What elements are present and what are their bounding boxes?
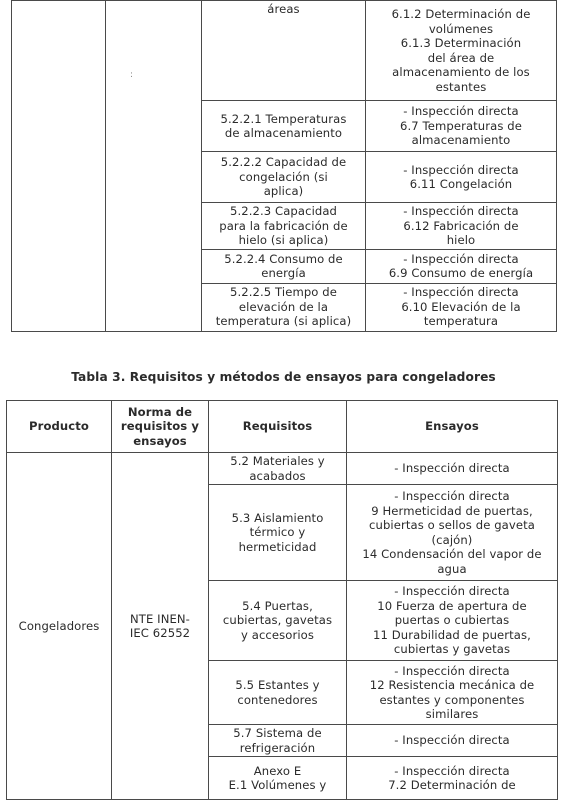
test-line: - Inspección directa [403,104,519,119]
test-line: almacenamiento de los [392,65,530,79]
test-cell [366,203,557,250]
requirement-cell [209,757,347,800]
header-norm-line: requisitos y [120,419,200,434]
table-row [12,1,557,101]
test-line: del área de [427,50,495,65]
table-row [7,453,558,485]
test-cell [366,152,557,203]
requirement-line: congelación (si [239,169,328,184]
stray-mark: : [130,70,134,80]
product-cell [7,453,112,800]
requirement-line: aplica) [263,184,304,199]
header-norm [112,401,209,453]
test-line: 6.7 Temperaturas de [400,118,522,133]
test-cell [347,581,558,661]
requirement-line: hielo (si aplica) [238,233,329,247]
table-header-row [7,401,558,453]
header-norm-line: ensayos [133,433,187,448]
test-cell [347,453,558,485]
requirement-line: de almacenamiento [224,126,343,140]
requirement-line: refrigeración [239,740,316,755]
test-cell [366,249,557,283]
test-line: (cajón) [431,532,473,547]
test-line: cubiertas o sellos de gaveta [369,518,535,532]
requirement-cell [202,152,366,203]
requirement-line: elevación de la [238,299,329,314]
test-line: - Inspección directa [394,733,510,748]
test-line: - Inspección directa [403,285,519,300]
requirement-cell [209,485,347,581]
test-line: - Inspección directa [403,204,519,218]
top-table-continuation [11,0,557,332]
requirement-cell [202,203,366,250]
test-line: temperatura [423,314,499,329]
requirement-line: 5.2 Materiales y [230,454,325,468]
test-line: - Inspección directa [394,461,510,476]
product-cell-empty [12,1,106,332]
norm-cell-empty [106,1,202,332]
requirement-line: hermeticidad [238,539,317,554]
test-cell [366,1,557,101]
test-line: 11 Durabilidad de puertas, [373,627,531,642]
requirement-cell [209,661,347,725]
test-line: similares [425,707,479,721]
requirement-line: 5.2.2.3 Capacidad [229,204,338,218]
requirement-line: térmico y [249,525,306,540]
requirement-cell [202,1,366,101]
requirement-line: 5.7 Sistema de [233,726,322,740]
test-line: 7.2 Determinación de [388,778,516,792]
requirement-line: E.1 Volúmenes y [228,778,327,792]
requirement-line: 5.2.2.5 Tiempo de [230,285,337,300]
test-line: almacenamiento [411,133,511,148]
header-tests: Ensayos [347,401,558,453]
requirement-line: 5.5 Estantes y [235,678,320,692]
norm-line: IEC 62552 [129,626,191,640]
test-line: 6.11 Congelación [409,177,513,191]
test-line: estantes y componentes [379,692,525,707]
test-line: 14 Condensación del vapor de [362,547,542,561]
test-cell [366,101,557,152]
requirement-cell [202,283,366,331]
test-cell [347,757,558,800]
test-line: - Inspección directa [394,763,510,778]
requirement-cell [202,249,366,283]
requirement-line: 5.2.2.2 Capacidad de [220,155,347,170]
requirement-cell [202,101,366,152]
header-norm-line: Norma de [127,404,193,419]
table-caption: Tabla 3. Requisitos y métodos de ensayos para congeladores [71,370,496,384]
test-line: 10 Fuerza de apertura de [377,598,527,613]
requirement-line: cubiertas, gavetas [222,613,333,628]
requirement-cell [209,581,347,661]
norm-line: NTE INEN- [130,611,190,626]
norm-cell [112,453,209,800]
test-line: 12 Resistencia mecánica de [369,678,535,692]
requirement-line: temperatura (si aplica) [215,314,352,329]
test-line: 6.1.2 Determinación de [391,7,531,21]
test-line: - Inspección directa [403,251,519,266]
requirement-line: para la fabricación de [219,218,348,233]
test-line: 6.10 Elevación de la [401,299,521,314]
test-cell [347,661,558,725]
test-line: cubiertas y gavetas [393,642,511,657]
test-line: estantes [435,79,487,94]
test-line: 6.9 Consumo de energía [388,266,534,280]
table-3 [6,400,558,800]
requirement-line: 5.3 Aislamiento [231,510,324,525]
test-line: 9 Hermeticidad de puertas, [371,503,533,518]
test-line: - Inspección directa [394,584,510,599]
test-line: hielo [446,233,476,247]
header-requirements: Requisitos [209,401,347,453]
requirement-line: 5.2.2.4 Consumo de [224,251,343,266]
test-line: - Inspección directa [403,162,519,177]
product-name: Congeladores [18,618,100,633]
requirement-line: y accesorios [241,627,314,642]
test-line: volúmenes [428,21,494,36]
requirement-line: acabados [249,468,306,483]
test-line: 6.1.3 Determinación [400,36,522,50]
requirement-cell [209,453,347,485]
test-line: puertas o cubiertas [394,613,510,628]
test-cell [366,283,557,331]
test-line: - Inspección directa [394,663,510,678]
requirement-line: contenedores [237,692,318,707]
requirement-line: 5.4 Puertas, [242,598,313,613]
test-cell [347,485,558,581]
test-line: - Inspección directa [394,489,510,503]
test-cell [347,725,558,757]
requirement-line: áreas [267,2,300,16]
requirement-line: 5.2.2.1 Temperaturas [220,111,347,126]
requirement-line: energía [261,266,306,280]
requirement-line: Anexo E [253,763,302,778]
header-product: Producto [7,401,112,453]
requirement-cell [209,725,347,757]
test-line: 6.12 Fabricación de [403,218,519,233]
test-line: agua [437,561,467,576]
